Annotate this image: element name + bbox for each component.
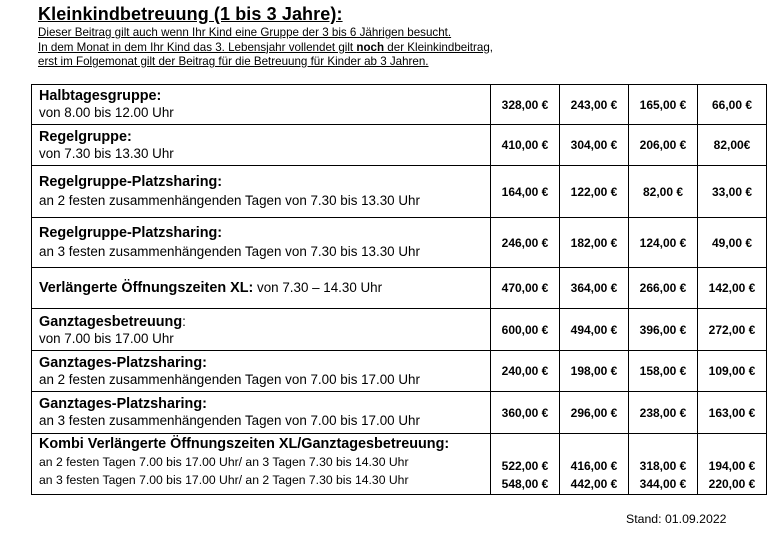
price-cell: 109,00 €	[698, 351, 767, 392]
row-label	[32, 434, 491, 495]
price-cell: 328,00 €	[491, 85, 560, 125]
price-line: 416,00 €	[570, 459, 618, 473]
table-row-kombi	[32, 434, 767, 495]
price-cell: 410,00 €	[491, 125, 560, 166]
price-line: 344,00 €	[639, 477, 687, 491]
stand-date: Stand: 01.09.2022	[626, 512, 727, 526]
row-title: Verlängerte Öffnungszeiten XL:	[39, 280, 254, 296]
row-subtitle: an 3 festen zusammenhängenden Tagen von 7.00 bis 17.00 Uhr	[39, 413, 420, 428]
price-cell	[491, 434, 560, 495]
price-cell: 206,00 €	[629, 125, 698, 166]
intro-line-2	[38, 41, 493, 56]
table-row	[32, 392, 767, 434]
price-cell: 158,00 €	[629, 351, 698, 392]
table-row	[32, 85, 767, 125]
price-cell: 66,00 €	[698, 85, 767, 125]
price-line: 522,00 €	[501, 459, 549, 473]
price-cell: 82,00 €	[629, 166, 698, 218]
price-line: 442,00 €	[570, 477, 618, 491]
row-label	[32, 351, 491, 392]
row-label	[32, 268, 491, 309]
table-row	[32, 218, 767, 268]
row-subtitle: an 3 festen Tagen 7.00 bis 17.00 Uhr/ an 2 Tagen 7.30 bis 14.30 Uhr	[39, 473, 409, 487]
price-cell: 82,00€	[698, 125, 767, 166]
price-line: 194,00 €	[708, 459, 756, 473]
price-cell	[560, 434, 629, 495]
row-title: Regelgruppe-Platzsharing:	[39, 225, 223, 241]
row-title-line	[39, 313, 490, 331]
price-cell: 163,00 €	[698, 392, 767, 434]
row-title: Regelgruppe:	[39, 128, 132, 145]
table-row	[32, 268, 767, 309]
price-cell: 33,00 €	[698, 166, 767, 218]
row-title: Ganztages-Platzsharing:	[39, 354, 207, 371]
price-line: 220,00 €	[708, 477, 756, 491]
price-cell: 296,00 €	[560, 392, 629, 434]
price-cell: 238,00 €	[629, 392, 698, 434]
intro-text	[38, 26, 493, 70]
intro-line-2-end: der Kleinkindbeitrag,	[384, 40, 493, 54]
price-cell: 122,00 €	[560, 166, 629, 218]
table-row	[32, 309, 767, 351]
price-cell: 164,00 €	[491, 166, 560, 218]
price-cell: 165,00 €	[629, 85, 698, 125]
row-title: Ganztagesbetreuung	[39, 313, 183, 330]
row-title: Regelgruppe-Platzsharing:	[39, 174, 223, 190]
price-cell: 396,00 €	[629, 309, 698, 351]
row-subtitle: an 2 festen zusammenhängenden Tagen von 7.00 bis 17.00 Uhr	[39, 371, 420, 387]
price-cell	[629, 434, 698, 495]
price-cell: 49,00 €	[698, 218, 767, 268]
price-cell: 266,00 €	[629, 268, 698, 309]
price-cell: 124,00 €	[629, 218, 698, 268]
price-cell	[698, 434, 767, 495]
price-cell: 142,00 €	[698, 268, 767, 309]
row-label	[32, 125, 491, 166]
price-cell: 304,00 €	[560, 125, 629, 166]
row-subtitle: von 7.30 bis 13.30 Uhr	[39, 145, 174, 161]
price-cell: 243,00 €	[560, 85, 629, 125]
table-row	[32, 125, 767, 166]
price-cell: 272,00 €	[698, 309, 767, 351]
row-title: Halbtagesgruppe:	[39, 88, 162, 104]
row-title: Ganztages-Platzsharing:	[39, 396, 207, 412]
price-cell: 494,00 €	[560, 309, 629, 351]
price-cell: 470,00 €	[491, 268, 560, 309]
price-line: 548,00 €	[501, 477, 549, 491]
row-subtitle: von 8.00 bis 12.00 Uhr	[39, 105, 174, 120]
row-subtitle: an 2 festen Tagen 7.00 bis 17.00 Uhr/ an 3 Tagen 7.30 bis 14.30 Uhr	[39, 455, 409, 469]
intro-line-2-bold: noch	[356, 40, 385, 54]
fee-table	[31, 84, 767, 495]
intro-line-3: erst im Folgemonat gilt der Beitrag für die Betreuung für Kinder ab 3 Jahren.	[38, 55, 429, 68]
intro-line-2-start: In dem Monat in dem Ihr Kind das 3. Lebensjahr vollendet gilt	[38, 40, 357, 54]
row-label	[32, 166, 491, 218]
table-row	[32, 351, 767, 392]
row-label	[32, 392, 491, 434]
price-cell: 240,00 €	[491, 351, 560, 392]
table-row	[32, 166, 767, 218]
row-label	[32, 309, 491, 351]
price-cell: 364,00 €	[560, 268, 629, 309]
page-heading: Kleinkindbetreuung (1 bis 3 Jahre):	[38, 4, 343, 24]
price-cell: 360,00 €	[491, 392, 560, 434]
row-subtitle: an 2 festen zusammenhängenden Tagen von 7.30 bis 13.30 Uhr	[39, 193, 420, 208]
row-subtitle: an 3 festen zusammenhängenden Tagen von 7.30 bis 13.30 Uhr	[39, 244, 420, 259]
price-cell: 182,00 €	[560, 218, 629, 268]
row-title: Kombi Verlängerte Öffnungszeiten XL/Ganztagesbetreuung:	[39, 436, 450, 452]
price-cell: 246,00 €	[491, 218, 560, 268]
price-line: 318,00 €	[639, 459, 687, 473]
price-cell: 600,00 €	[491, 309, 560, 351]
row-label	[32, 218, 491, 268]
row-inline-time: von 7.30 – 14.30 Uhr	[253, 280, 383, 295]
row-label	[32, 85, 491, 125]
row-title-colon: :	[182, 313, 186, 329]
price-cell: 198,00 €	[560, 351, 629, 392]
row-subtitle: von 7.00 bis 17.00 Uhr	[39, 330, 174, 346]
intro-line-1: Dieser Beitrag gilt auch wenn Ihr Kind eine Gruppe der 3 bis 6 Jährigen besucht.	[38, 26, 452, 39]
